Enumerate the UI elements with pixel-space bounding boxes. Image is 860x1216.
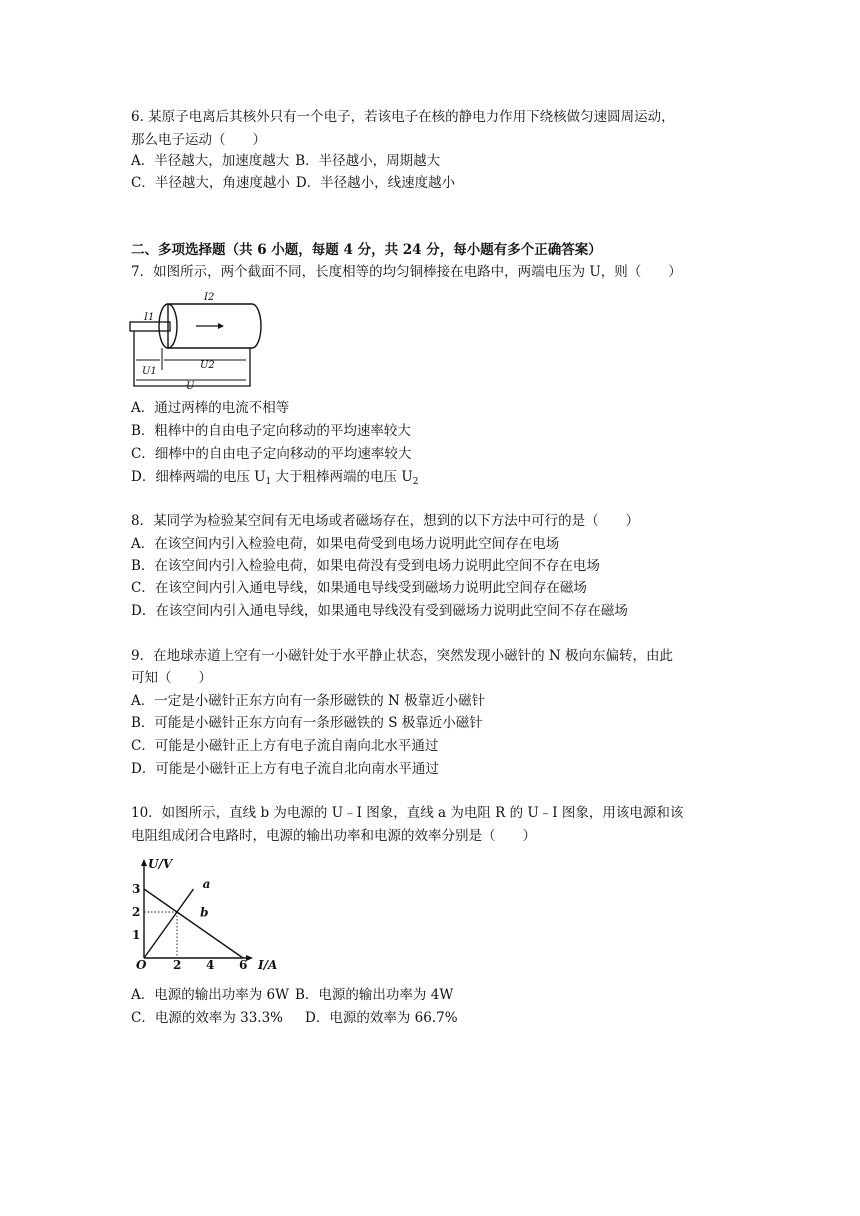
q7-option-d-text1: D．细棒两端的电压 U <box>131 469 266 485</box>
q7-option-d-sub1: 1 <box>265 477 272 487</box>
origin-label: O <box>136 958 147 972</box>
q10-options-row1 <box>131 985 453 1005</box>
q9-option-c: C．可能是小磁针正上方有电子流自南向北水平通过 <box>131 738 439 754</box>
label-u: U <box>186 381 195 392</box>
y-axis-arrowhead <box>141 859 147 866</box>
q8-option-b: B．在该空间内引入检验电荷，如果电荷没有受到电场力说明此空间不存在电场 <box>131 558 600 574</box>
q7-option-b: B．粗棒中的自由电子定向移动的平均速率较大 <box>131 423 411 439</box>
thin-rod <box>130 322 170 331</box>
label-u1: U1 <box>142 366 157 377</box>
x-tick-label: 4 <box>206 958 215 972</box>
x-axis-label: I/A <box>258 958 278 972</box>
q9-stem-line1: 9．在地球赤道上空有一小磁针处于水平静止状态，突然发现小磁针的 N 极向东偏转，由此 <box>131 648 673 664</box>
q6-option-c: C．半径越大，角速度越小 <box>131 175 290 191</box>
q6-option-b: B．半径越小，周期越大 <box>295 153 441 169</box>
q10-option-a: A．电源的输出功率为 6W <box>131 987 290 1003</box>
q7-option-c: C．细棒中的自由电子定向移动的平均速率较大 <box>131 446 412 462</box>
y-tick-label: 1 <box>132 928 141 942</box>
q8-option-a: A．在该空间内引入检验电荷，如果电荷受到电场力说明此空间存在电场 <box>131 536 560 552</box>
label-i1: I1 <box>144 312 155 323</box>
q10-stem-line2: 电阻组成闭合电路时，电源的输出功率和电源的效率分别是（ ） <box>131 828 536 844</box>
q7-copper-rods-figure <box>128 288 268 392</box>
q10-stem-line1: 10．如图所示，直线 b 为电源的 U﹣I 图象，直线 a 为电阻 R 的 U﹣I 图象，用该电源和该 <box>131 805 684 821</box>
q6-option-d: D．半径越小，线速度越小 <box>295 175 456 191</box>
circuit-wire <box>134 331 250 386</box>
q8-option-c: C．在该空间内引入通电导线，如果通电导线受到磁场力说明此空间存在磁场 <box>131 580 587 596</box>
q7-stem: 7．如图所示，两个截面不同，长度相等的均匀铜棒接在电路中，两端电压为 U，则（ ） <box>131 264 682 280</box>
q6-stem-line2: 那么电子运动（ ） <box>131 132 266 148</box>
current-arrowhead <box>218 323 224 329</box>
q6-stem-line1: 6. 某原子电离后其核外只有一个电子，若该电子在核的静电力作用下绕核做匀速圆周运动， <box>131 109 675 125</box>
x-tick-label: 2 <box>173 958 182 972</box>
q9-option-b: B．可能是小磁针正东方向有一条形磁铁的 S 极靠近小磁针 <box>131 715 483 731</box>
q6-options-row1 <box>131 151 440 171</box>
x-tick-label: 6 <box>239 958 248 972</box>
q7-option-a: A．通过两棒的电流不相等 <box>131 400 290 416</box>
section2-heading: 二、多项选择题（共 6 小题，每题 4 分，共 24 分，每小题有多个正确答案） <box>131 242 602 258</box>
q7-option-d-text2: 大于粗棒两端的电压 U <box>271 469 413 485</box>
q8-stem: 8．某同学为检验某空间有无电场或者磁场存在，想到的以下方法中可行的是（ ） <box>131 513 640 529</box>
y-tick-label: 3 <box>132 882 141 896</box>
q9-option-d: D．可能是小磁针正上方有电子流自北向南水平通过 <box>131 761 439 777</box>
q6-option-a: A．半径越大，加速度越大 <box>131 153 290 169</box>
y-tick-label: 2 <box>132 905 141 919</box>
label-i2: I2 <box>204 292 215 303</box>
q8-option-d: D．在该空间内引入通电导线，如果通电导线没有受到磁场力说明此空间不存在磁场 <box>131 603 628 619</box>
q10-option-b: B．电源的输出功率为 4W <box>295 987 454 1003</box>
q10-ui-graph <box>128 856 288 976</box>
q10-options-row2 <box>131 1008 458 1028</box>
line-b-label: b <box>200 905 209 920</box>
y-axis-label: U/V <box>148 857 173 871</box>
series-line-b <box>144 889 243 958</box>
label-u2: U2 <box>200 360 215 371</box>
q7-option-d-sub2: 2 <box>412 477 419 487</box>
q10-option-d: D．电源的效率为 66.7% <box>305 1010 458 1026</box>
q9-option-a: A．一定是小磁针正东方向有一条形磁铁的 N 极靠近小磁针 <box>131 693 486 709</box>
q6-options-row2 <box>131 173 455 193</box>
line-a-label: a <box>202 876 211 891</box>
series-line-a <box>144 889 194 958</box>
q7-option-d <box>131 467 418 492</box>
q10-option-c: C．电源的效率为 33.3% <box>131 1010 284 1026</box>
q9-stem-line2: 可知（ ） <box>131 670 212 686</box>
